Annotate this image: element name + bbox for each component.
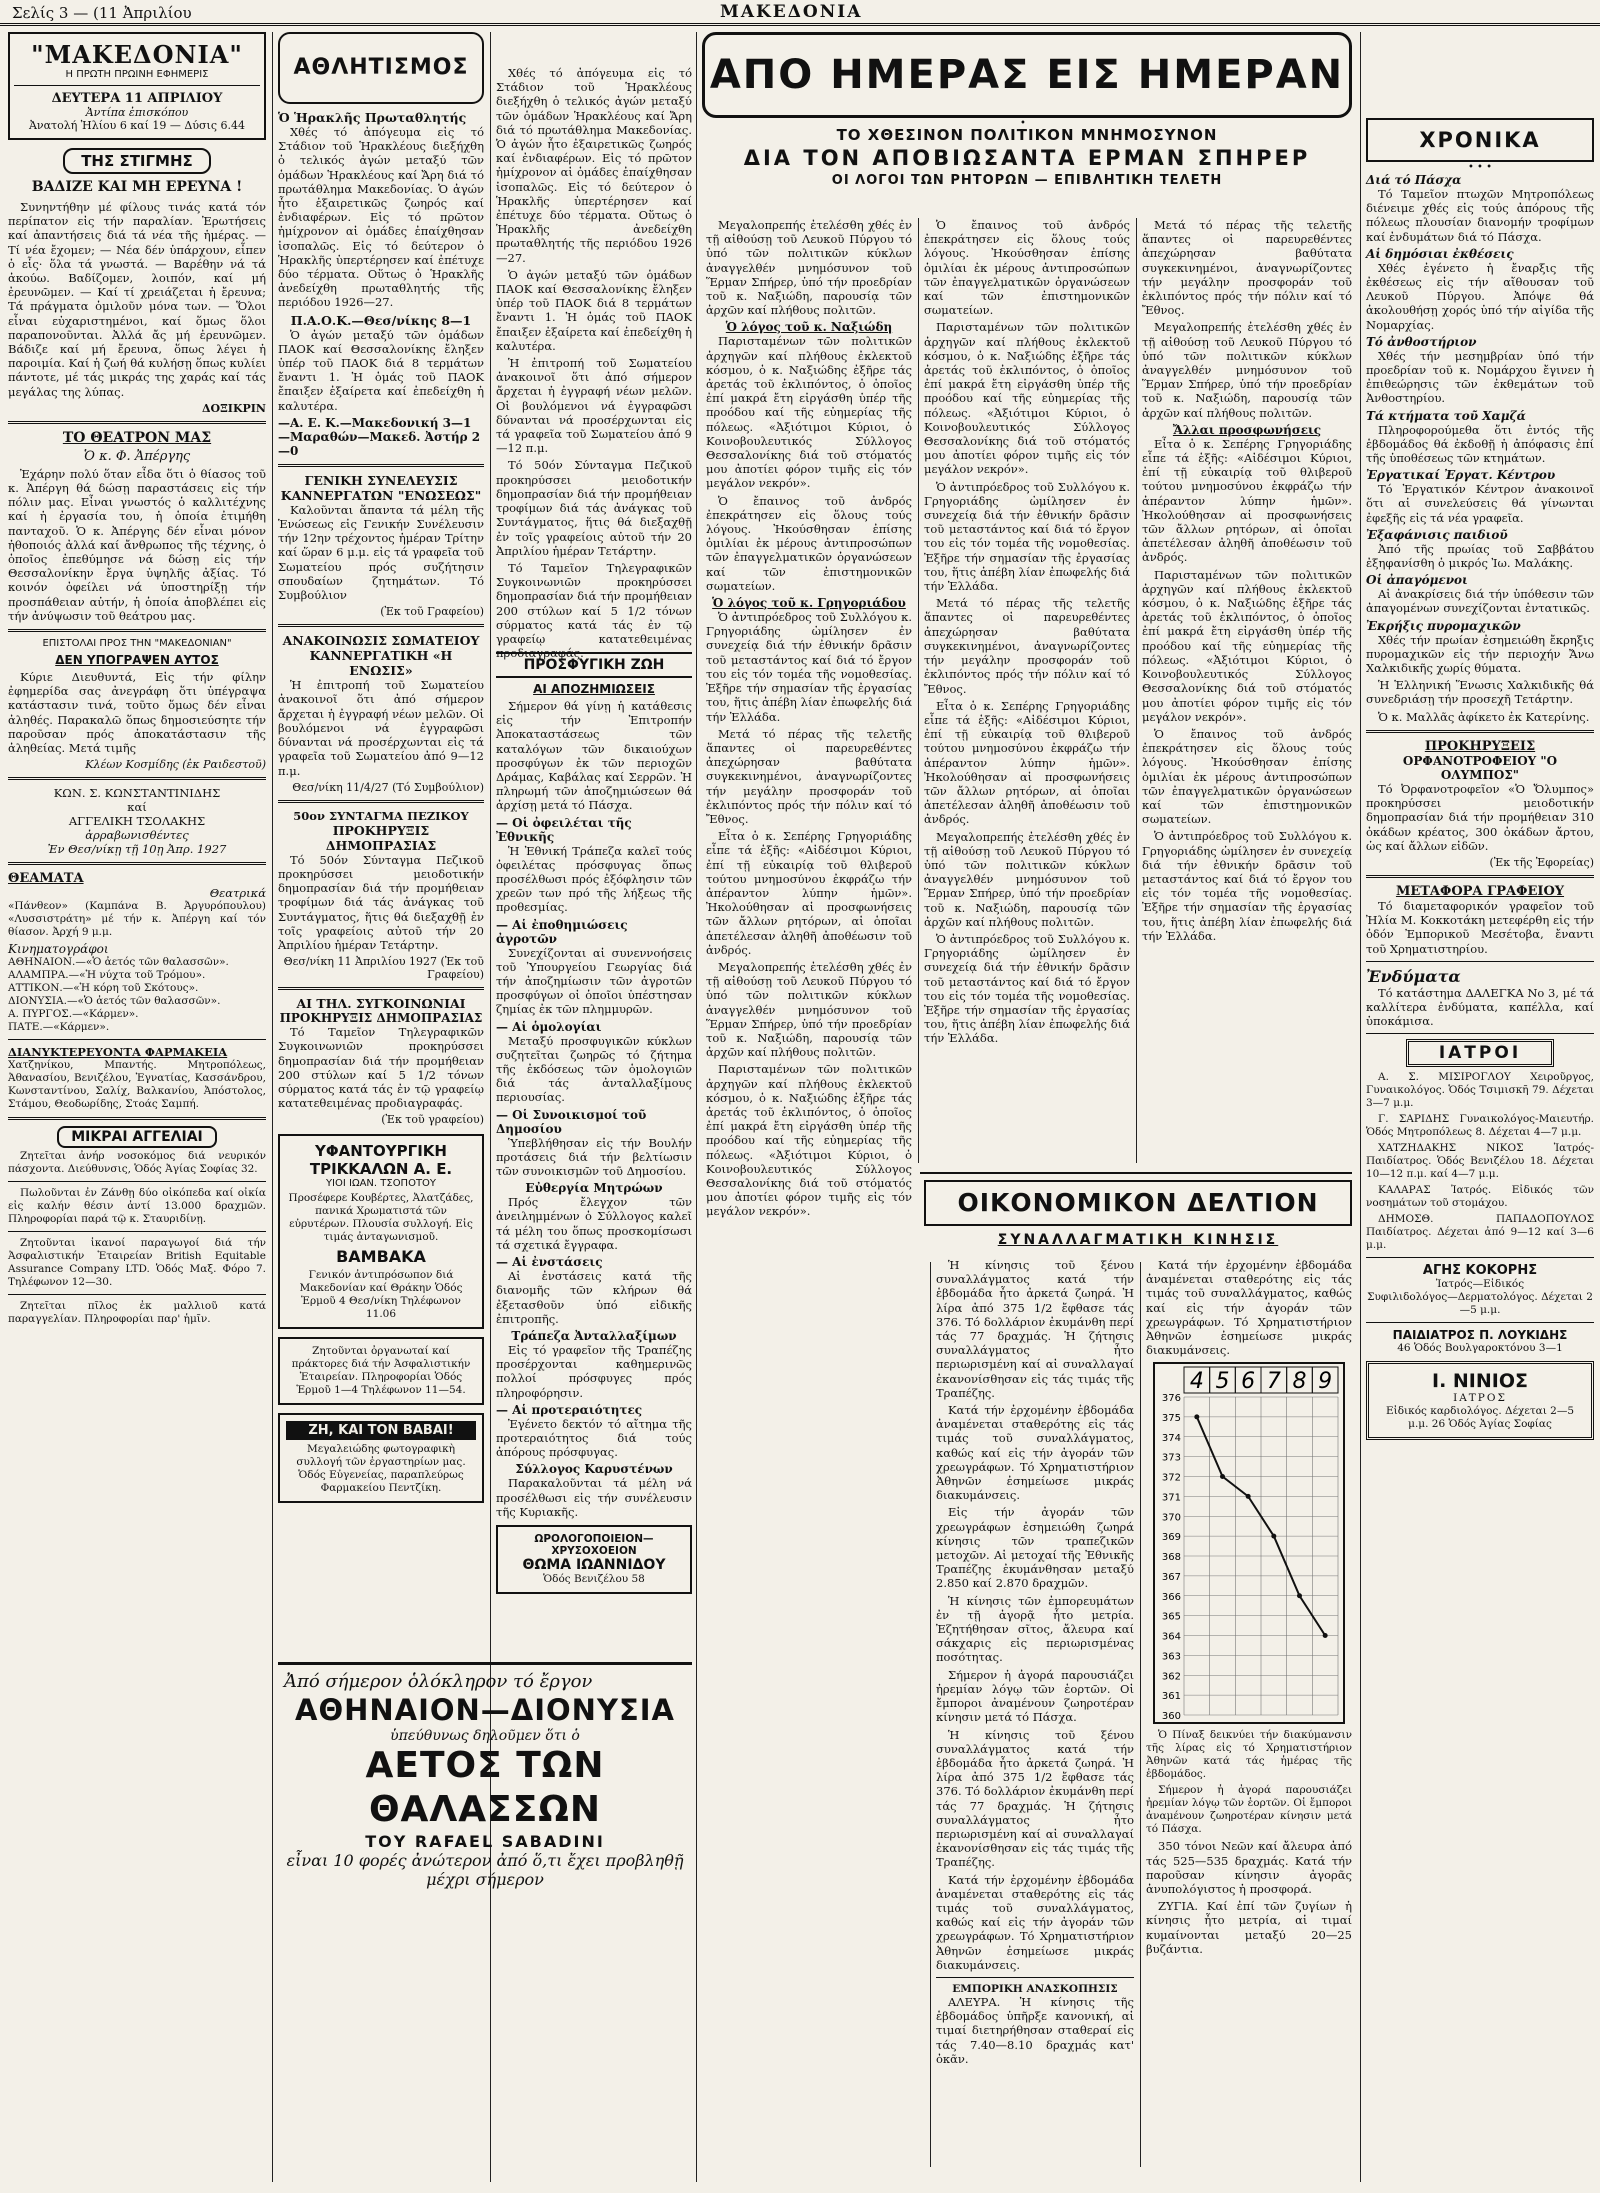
section-title: ΜΙΚΡΑΙ ΑΓΓΕΛΙΑΙ <box>57 1126 217 1148</box>
match-result: —Α. Ε. Κ.—Μακεδονική 3—1 <box>278 415 472 430</box>
article-body: Ὁ ἀγών μεταξύ τῶν ὁμάδων ΠΑΟΚ καί Θεσσαλονίκης ἔληξεν ὑπέρ τοῦ ΠΑΟΚ διά 8 τερμάτων ἔναντι 1. Ἡ ὁμάς τοῦ ΠΑΟΚ ἔπαιξεν ἐξαίρετα καί ἐπεδείχθη ἡ καλυτέρα. <box>278 327 484 413</box>
article-body: Εἶτα ὁ κ. Σεπέρης Γρηγοριάδης εἶπε τά ἑξῆς: «Αἰδέσιμοι Κύριοι, ἐπί τῇ εὐκαιρίᾳ τοῦ θλιβεροῦ τούτου μνημοσύνου ἐκφράζω τήν ἀπέραντον λύπην ἡμῶν». Ἠκολούθησαν αἱ προσφωνήσεις τῶν ἄλλων ρητόρων, αἱ ὁποῖαι ἀπετέλεσαν ἀληθῆ ἀποθέωσιν τοῦ ἀνδρός. Παρισταμένων τῶν πολιτικῶν ἀρχηγῶν καί πλήθους ἐκλεκτοῦ κόσμου, ὁ κ. Ναξιώδης ἐξῆρε τάς ἀρετάς τοῦ ἐκλιπόντος, ὁ ὁποῖος ἐπί μακρά ἔτη εἰργάσθη ὑπέρ τῆς προόδου καί τῆς εὐημερίας τῆς πόλεως. «Ἀξιότιμοι Κύριοι, ὁ Κοινοβουλευτικός Σύλλογος Θεσσαλονίκης διά τοῦ στόματός μου ἀποτίει φόρον τιμῆς εἰς τόν μεγάλον νεκρόν». Ὁ ἔπαινος τοῦ ἀνδρός ἐπεκράτησεν εἰς ὅλους τούς λόγους. Ἠκούσθησαν ἐπίσης ὁμιλίαι ἐκ μέρους ἀντιπροσώπων τῶν ἐπαγγελματικῶν ὀργανώσεων καί τῶν ἐπιστημονικῶν σωματείων. Ὁ ἀντιπρόεδρος τοῦ Συλλόγου κ. Γρηγοριάδης ὡμίλησεν ἐν συνεχείᾳ διά τήν ἐθνικήν δρᾶσιν τοῦ μεταστάντος καί διά τό ἔργον του εἰς τόν τομέα τῆς νομοθεσίας. Ἐξῆρε τήν σημασίαν τῆς ἐργασίας του, ἥτις ἀπέβη λίαν ἐπωφελής διά τήν Ἑλλάδα. <box>1142 436 1352 943</box>
exchange-rate-chart <box>1154 1363 1344 1723</box>
subheading: Τά κτήματα τοῦ Χαμζά <box>1366 408 1526 423</box>
subheading: ΕΜΠΟΡΙΚΗ ΑΝΑΣΚΟΠΗΣΙΣ <box>952 1982 1118 1995</box>
notice-body: Καλοῦνται ἅπαντα τά μέλη τῆς Ἑνώσεως εἰς Γενικήν Συνέλευσιν τήν 12ην τρέχοντος ἡμέραν Τρίτην καί ὥραν 6 μ.μ. εἰς τά γραφεῖα τοῦ Σωματείου πρός συζήτησιν σπουδαίων ζητημάτων. Τό Συμβούλιον <box>278 502 484 603</box>
article-body: Πρός ἔλεγχον τῶν ἀνειλημμένων ὁ Σύλλογος καλεῖ τά μέλη του ὅπως προσκομίσωσι τά σχετικά ἔγγραφα. <box>496 1195 692 1252</box>
column-sports-continued <box>496 32 692 661</box>
masthead-subtitle: Η ΠΡΩΤΗ ΠΡΩΙΝΗ ΕΦΗΜΕΡΙΣ <box>65 69 209 80</box>
article-lead: Ὁ κ. Φ. Ἀπέργης <box>83 448 191 464</box>
subheading: — Αἱ προτεραιότητες <box>496 1402 643 1417</box>
column-rule <box>930 1262 931 2167</box>
classified-ad: Ζητεῖται πῖλος ἐκ μαλλιοῦ κατά παραγγελίαν. Πληροφορίαι παρ' ἡμῖν. <box>8 1300 266 1326</box>
column-rule <box>696 32 697 2182</box>
chart-tick-label: 369 <box>1161 1532 1181 1544</box>
newspaper-page: Σελίς 3 — (11 Ἀπριλίου ΜΑΚΕΔΟΝΙΑ "ΜΑΚΕΔΟΝΙΑ" Η ΠΡΩΤΗ ΠΡΩΙΝΗ ΕΦΗΜΕΡΙΣ ΔΕΥΤΕΡΑ 11 ΑΠΡΙΛΙΟΥ Ἀντίπα ἐπισκόπου Ἀνατολή Ἡλίου 6 καί 19 — Δύσις 6.44 ΤΗΣ ΣΤΙΓΜΗΣ ΒΑΔΙΖΕ ΚΑΙ ΜΗ ΕΡΕΥΝΑ ! Συνηντήθην μέ φίλους τινάς κατά τόν περίπατον εἰς τήν παραλίαν. Ἐρωτήσεις καί ἀπαντήσεις διά τά νέα τῆς ἡμέρας. — Τί νέα ἔχομεν; — Νέα δέν ὑπάρχουν, εἶπεν ὁ εἷς· ὅλα τά γνωστά. — Βαρέθην νά τά ἀκούω. Βαδίζομεν, λοιπόν, καί μή ἐρευνῶμεν. — Καί τί χρειάζεται ἡ ἔρευνα; Τά πράγματα ὁμιλοῦν μόνα των. — Ὅλοι εἶναι εὐχαριστημένοι, καί ὅμως ὅλοι παραπονοῦνται. Ἀλλά ἄς μή ἐρευνῶμεν. Βάδιζε καί μή ἔρευνα, ὅπως λέγει ἡ παροιμία. Καί ἡ ζωή θά κυλήσῃ ὅπως κυλίει πάντοτε, μέ τάς μικράς της χαράς καί τάς μεγάλας της λύπας. ΔΟΞΙΚΡΙΝ ΤΟ ΘΕΑΤΡΟΝ ΜΑΣ Ὁ κ. Φ. Ἀπέργης Ἐχάρην πολύ ὅταν εἶδα ὅτι ὁ θίασος τοῦ κ. Ἀπέργη θά δώσῃ παραστάσεις εἰς τήν πόλιν μας. Εἶναι γνωστός ὁ καλλιτέχνης καί ἡ ἐργασία του, ἡ ὁποία ἐτιμήθη πανταχοῦ. Ὁ κ. Ἀπέργης δέν εἶναι μόνον ἠθοποιός ἀλλά καί ἄνθρωπος τῆς τέχνης, ὁ ὁποῖος ἐπεθύμησε νά δώσῃ εἰς τήν Θεσσαλονίκην ἔργα ὑψηλῆς ἀξίας. Τό κοινόν ὀφείλει νά ὑποστηρίξῃ τήν προσπάθειαν αὐτήν, ἡ ὁποία ἀποβλέπει εἰς τήν ἀνύψωσιν τοῦ θεάτρου μας. ΕΠΙΣΤΟΛΑΙ ΠΡΟΣ ΤΗΝ "ΜΑΚΕΔΟΝΙΑΝ" ΔΕΝ ΥΠΟΓΡΑΨΕΝ ΑΥΤΟΣ Κύριε Διευθυντά, Εἰς τήν φίλην ἐφημερίδα σας ἀνεγράφη ὅτι ὑπέγραψα κατάστασιν τινά, τοῦτο ὅμως δέν εἶναι ἀληθές. Παρακαλῶ ὅπως δημοσιεύσητε τήν παροῦσαν πρός ἀποκατάστασιν τῆς ἀληθείας. Μετά τιμῆς Κλέων Κοσμίδης (ἐκ Ραιδεστοῦ) ΚΩΝ. Σ. ΚΩΝΣΤΑΝΤΙΝΙΔΗΣ καί ΑΓΓΕΛΙΚΗ ΤΣΟΛΑΚΗΣ ἀρραβωνισθέντες Ἐν Θεσ/νίκῃ τῇ 10ῃ Ἀπρ. 1927 ΘΕΑΜΑΤΑ Θεατρικά «Πάνθεον» (Καμπάνα Β. Ἀργυρόπουλου) «Λυσσιστράτη» μέ τήν κ. Ἀπέργη καί τόν θίασον. Ἀρχή 9 μ.μ. Κινηματογράφοι ΑΘΗΝΑΙΟΝ.—«Ὁ ἀετός τῶν θαλασσῶν». ΑΛΑΜΠΡΑ.—«Ἡ νύχτα τοῦ Τρόμου». ΑΤΤΙΚΟΝ.—«Ἡ κόρη τοῦ Σκότους». ΔΙΟΝΥΣΙΑ.—«Ὁ ἀετός τῶν θαλασσῶν». Α. ΠΥΡΓΟΣ.—«Κάρμεν». ΠΑΤΕ.—«Κάρμεν». ΔΙΑΝΥΚΤΕΡΕΥΟΝΤΑ ΦΑΡΜΑΚΕΙΑ Χατζηνίκου, Μπαντής. Μητροπόλεως, Ἀθανασίου, Βενιζέλου, Ἐγνατίας, Κασσάνδρου, Κωνσταντίνου, Σαλίχ, Βαλκανίου, Ἀπόστολος, Στάμου, Θεοδωρίδης, Στοάς Σαμπή. ΜΙΚΡΑΙ ΑΓΓΕΛΙΑΙ Ζητεῖται ἀνήρ νοσοκόμος διά νευρικόν πάσχοντα. Διεύθυνσις, Ὁδός Ἀγίας Σοφίας 32. Πωλοῦνται ἐν Ζάνθῃ δύο οἰκόπεδα καί οἰκία εἰς καλήν θέσιν ἀντί 13.000 δραχμῶν. Πληροφορίαι παρά τῷ κ. Σταυριδίνῃ. Ζητοῦνται ἱκανοί παραγωγοί διά τήν Ἀσφαλιστικήν Ἑταιρείαν British Equitable Assurance Company LTD. Ὁδός Μαξ. Φόρο 7. Τηλέφωνον 12—30. Ζητεῖται πῖλος ἐκ μαλλιοῦ κατά παραγγελίαν. Πληροφορίαι παρ' ἡμῖν. ΑΘΛΗΤΙΣΜΟΣ Ὁ Ἡρακλῆς Πρωταθλητής Χθές τό ἀπόγευμα εἰς τό Στάδιον τοῦ Ἡρακλέους διεξήχθη ὁ τελικός ἀγών μεταξύ τῶν ὁμάδων Ἡρακλέους καί Ἄρη διά τό πρωτάθλημα Μακεδονίας. Ὁ ἀγών ἦτο ἐξαιρετικῶς ζωηρός καί ἐνδιαφέρων. Εἰς τό πρῶτον ἡμίχρονον αἱ ὁμάδες ἐπαίχθησαν ἰσοπαλῶς. Εἰς τό δεύτερον ὁ Ἡρακλῆς ὑπερτέρησεν καί ἐπέτυχε δύο τέρματα. Οὕτως ὁ Ἡρακλῆς ἀνεδείχθη πρωταθλητής τῆς περιόδου 1926—27. Π.Α.Ο.Κ.—Θεσ/νίκης 8—1 Ὁ ἀγών μεταξύ τῶν ὁμάδων ΠΑΟΚ καί Θεσσαλονίκης ἔληξεν ὑπέρ τοῦ ΠΑΟΚ διά 8 τερμάτων ἔναντι 1. Ἡ ὁμάς τοῦ ΠΑΟΚ ἔπαιξεν ἐξαίρετα καί ἐπεδείχθη ἡ καλυτέρα. —Α. Ε. Κ.—Μακεδονική 3—1 —Μαραθών—Μακεδ. Ἀστήρ 2—0 ΓΕΝΙΚΗ ΣΥΝΕΛΕΥΣΙΣ ΚΑΝΝΕΡΓΑΤΩΝ "ΕΝΩΣΕΩΣ" Καλοῦνται ἅπαντα τά μέλη τῆς Ἑνώσεως εἰς Γενικήν Συνέλευσιν τήν 12ην τρέχοντος ἡμέραν Τρίτην καί ὥραν 6 μ.μ. εἰς τά γραφεῖα τοῦ Σωματείου πρός συζήτησιν σπουδαίων ζητημάτων. Τό Συμβούλιον (Ἐκ τοῦ Γραφείου) ΑΝΑΚΟΙΝΩΣΙΣ ΣΩΜΑΤΕΙΟΥ ΚΑΝΝΕΡΓΑΤΙΚΗ «Η ΕΝΩΣΙΣ» Ἡ ἐπιτροπή τοῦ Σωματείου ἀνακοινοῖ ὅτι ἀπό σήμερον ἄρχεται ἡ ἐγγραφή νέων μελῶν. Οἱ βουλόμενοι νά ἐγγραφῶσι δύνανται νά προσέρχωνται εἰς τά γραφεῖα τοῦ Σωματείου ἀπό 9—12 π.μ. Θεσ/νίκη 11/4/27 (Τό Συμβούλιον) 50ον ΣΥΝΤΑΓΜΑ ΠΕΖΙΚΟΥ ΠΡΟΚΗΡΥΞΙΣ ΔΗΜΟΠΡΑΣΙΑΣ Τό 50όν Σύνταγμα Πεζικοῦ προκηρύσσει μειοδοτικήν δημοπρασίαν διά τήν προμήθειαν τροφίμων διά τάς ἀνάγκας τοῦ Συντάγματος, ἥτις θά διεξαχθῇ ἐν τοῖς γραφείοις αὐτοῦ τήν 20 Ἀπριλίου ἡμέραν Τετάρτην. Θεσ/νίκη 11 Ἀπριλίου 1927 (Ἐκ τοῦ Γραφείου) ΑΙ ΤΗΛ. ΣΥΓΚΟΙΝΩΝΙΑΙ ΠΡΟΚΗΡΥΞΙΣ ΔΗΜΟΠΡΑΣΙΑΣ Τό Ταμεῖον Τηλεγραφικῶν Συγκοινωνιῶν προκηρύσσει δημοπρασίαν διά τήν προμήθειαν 200 στύλων καί 5 1/2 τόνων σύρματος κατά τάς ἐν τῷ γραφείῳ κατατεθειμένας προδιαγραφάς. (Ἐκ τοῦ γραφείου) ΥΦΑΝΤΟΥΡΓΙΚΗ ΤΡΙΚΚΑΛΩΝ Α. Ε. ΥΙΟΙ ΙΩΑΝ. ΤΣΟΠΟΤΟΥ Προσέφερε Κουβέρτες, Ἀλατζάδες, πανικά Χρωματιστά τῶν εὐρυτέρων. Πλουσία συλλογή. Εἰς τιμάς ἀνταγωνισμοῦ. ΒΑΜΒΑΚΑ Γενικόν ἀντιπρόσωπον διά Μακεδονίαν καί Θράκην Ὁδός Ἑρμοῦ 4 Θεσ/νίκη Τηλέφωνον 11.06 Ζητοῦνται ὀργανωταί καί πράκτορες διά τήν Ἀσφαλιστικήν Ἑταιρείαν. Πληροφορίαι Ὁδός Ἑρμοῦ 1—4 Τηλέφωνον 11—54. ΖΗ, ΚΑΙ ΤΟΝ ΒΑΒΑΙ! Μεγαλειώδης φωτογραφικὴ συλλογή τῶν ἐργαστηρίων μας. Ὁδός Εὐγενείας, παραπλεύρως Φαρμακείου Πεντζίκη. ΠΡΟΣΦΥΓΙΚΗ ΖΩΗ ΑΙ ΑΠΟΖΗΜΙΩΣΕΙΣ Σήμερον θά γίνῃ ἡ κατάθεσις εἰς τήν Ἐπιτροπήν Ἀποκαταστάσεως τῶν καταλόγων τῶν δικαιούχων προσφύγων ἐκ τῶν περιοχῶν Δράμας, Καβάλας καί Σερρῶν. Ἡ πληρωμή τῶν ἀποζημιώσεων θά ἀρχίσῃ μετά τό Πάσχα. — Οἱ ὀφειλέται τῆς Ἐθνικῆς Ἡ Ἐθνική Τράπεζα καλεῖ τούς ὀφειλέτας πρόσφυγας ὅπως προσέλθωσι πρός ἐξόφλησιν τῶν χρεῶν των πρό τῆς λήξεως τῆς προθεσμίας. — Αἱ ἐποθημιώσεις ἀγροτῶν Συνεχίζονται αἱ συνεννοήσεις τοῦ Ὑπουργείου Γεωργίας διά τήν ἀποζημίωσιν τῶν ἀγροτῶν προσφύγων οἱ ὁποῖοι ὑπέστησαν ζημίας ἐκ τῶν πλημμυρῶν. — Αἱ ὁμολογίαι Μεταξύ προσφυγικῶν κύκλων συζητεῖται ζωηρῶς τό ζήτημα τῆς ἐκδόσεως τῶν ὁμολογιῶν διά τάς ἀνταλλαξίμους περιουσίας. — Οἱ Συνοικισμοί τοῦ Δημοσίου Ὑπεβλήθησαν εἰς τήν Βουλήν προτάσεις διά τήν βελτίωσιν τῶν συνοικισμῶν τοῦ Δημοσίου. Εὐθεργία Μητρώων Πρός ἔλεγχον τῶν ἀνειλημμένων ὁ Σύλλογος καλεῖ τά μέλη του ὅπως προσκομίσωσι τά σχετικά ἔγγραφα. — Αἱ ἐνστάσεις Αἱ ἐνστάσεις κατά τῆς διανομῆς τῶν κλήρων θά ἐξετασθοῦν ὑπό εἰδικῆς ἐπιτροπῆς. Τράπεζα Ἀνταλλαξίμων Εἰς τό γραφεῖον τῆς Τραπέζης προσέρχονται καθημερινῶς πολλοί πρόσφυγες πρός πληροφόρησιν. — Αἱ προτεραιότητες Ἐγένετο δεκτόν τό αἴτημα τῆς προτεραιότητος διά τούς ἀπόρους πρόσφυγας. Σύλλογος Καρυστένων Παρακαλοῦνται τά μέλη νά προσέλθωσι εἰς τήν συνέλευσιν τῆς Κυριακῆς. ΩΡΟΛΟΓΟΠΟΙΕΙΟΝ—ΧΡΥΣΟΧΟΕΙΟΝ ΘΩΜΑ ΙΩΑΝΝΙΔΟΥ Ὁδός Βενιζέλου 58 Χθές τό ἀπόγευμα εἰς τό Στάδιον τοῦ Ἡρακλέους διεξήχθη ὁ τελικός ἀγών μεταξύ τῶν ὁμάδων Ἡρακλέους καί Ἄρη διά τό πρωτάθλημα Μακεδονίας. Ὁ ἀγών ἦτο ἐξαιρετικῶς ζωηρός καί ἐνδιαφέρων. Εἰς τό πρῶτον ἡμίχρονον αἱ ὁμάδες ἐπαίχθησαν ἰσοπαλῶς. Εἰς τό δεύτερον ὁ Ἡρακλῆς ὑπερτέρησεν καί ἐπέτυχε δύο τέρματα. Οὕτως ὁ Ἡρακλῆς ἀνεδείχθη πρωταθλητής τῆς περιόδου 1926—27. Ὁ ἀγών μεταξύ τῶν ὁμάδων ΠΑΟΚ καί Θεσσαλονίκης ἔληξεν ὑπέρ τοῦ ΠΑΟΚ διά 8 τερμάτων ἔναντι 1. Ἡ ὁμάς τοῦ ΠΑΟΚ ἔπαιξεν ἐξαίρετα καί ἐπεδείχθη ἡ καλυτέρα. Ἡ ἐπιτροπή τοῦ Σωματείου ἀνακοινοῖ ὅτι ἀπό σήμερον ἄρχεται ἡ ἐγγραφή νέων μελῶν. Οἱ βουλόμενοι νά ἐγγραφῶσι δύνανται νά προσέρχωνται εἰς τά γραφεῖα τοῦ Σωματείου ἀπό 9—12 π.μ. Τό 50όν Σύνταγμα Πεζικοῦ προκηρύσσει μειοδοτικήν δημοπρασίαν διά τήν προμήθειαν τροφίμων διά τάς ἀνάγκας τοῦ Συντάγματος, ἥτις θά διεξαχθῇ ἐν τοῖς γραφείοις αὐτοῦ τήν 20 Ἀπριλίου ἡμέραν Τετάρτην. Τό Ταμεῖον Τηλεγραφικῶν Συγκοινωνιῶν προκηρύσσει δημοπρασίαν διά τήν προμήθειαν 200 στύλων καί 5 1/2 τόνων σύρματος κατά τάς ἐν τῷ γραφείῳ κατατεθειμένας προδιαγραφάς. Ἀπό σήμερον ὁλόκληρον τό ἔργον ΑΘΗΝΑΙΟΝ—ΔΙΟΝΥΣΙΑ ὑπεύθυνως δηλοῦμεν ὅτι ὁ ΑΕΤΟΣ ΤΩΝ ΘΑΛΑΣΣΩΝ ΤΟΥ RAFAEL SABADINI εἶναι 10 φορές ἀνώτερον ἀπό ὅ,τι ἔχει προβληθῇ μέχρι σήμερον ΑΠΟ ΗΜΕΡΑΣ ΕΙΣ ΗΜΕΡΑΝ • ΤΟ ΧΘΕΣΙΝΟΝ ΠΟΛΙΤΙΚΟΝ ΜΝΗΜΟΣΥΝΟΝ ΔΙΑ ΤΟΝ ΑΠΟΒΙΩΣΑΝΤΑ ΕΡΜΑΝ ΣΠΗΡΕΡ ΟΙ ΛΟΓΟΙ ΤΩΝ ΡΗΤΟΡΩΝ — ΕΠΙΒΛΗΤΙΚΗ ΤΕΛΕΤΗ Μεγαλοπρεπής ἐτελέσθη χθές ἐν τῇ αἰθούσῃ τοῦ Λευκοῦ Πύργου τό ὑπό τῶν πολιτικῶν κύκλων ἀναγγελθέν μνημόσυνον τοῦ Ἕρμαν Σπήρερ, ὑπό τήν προεδρίαν τοῦ κ. Ναξιώδη, παρουσίᾳ τῶν ἀρχῶν καί πλήθους πολιτῶν. Ὁ λόγος τοῦ κ. Ναξιώδη Παρισταμένων τῶν πολιτικῶν ἀρχηγῶν καί πλήθους ἐκλεκτοῦ κόσμου, ὁ κ. Ναξιώδης ἐξῆρε τάς ἀρετάς τοῦ ἐκλιπόντος, ὁ ὁποῖος ἐπί μακρά ἔτη εἰργάσθη ὑπέρ τῆς προόδου καί τῆς εὐημερίας τῆς πόλεως. «Ἀξιότιμοι Κύριοι, ὁ Κοινοβουλευτικός Σύλλογος Θεσσαλονίκης διά τοῦ στόματός μου ἀποτίει φόρον τιμῆς εἰς τόν μεγάλον νεκρόν». Ὁ ἔπαινος τοῦ ἀνδρός ἐπεκράτησεν εἰς ὅλους τούς λόγους. Ἠκούσθησαν ἐπίσης ὁμιλίαι ἐκ μέρους ἀντιπροσώπων τῶν ἐπαγγελματικῶν ὀργανώσεων καί τῶν ἐπιστημονικῶν σωματείων. Ὁ λόγος τοῦ κ. Γρηγοριάδου Ὁ ἀντιπρόεδρος τοῦ Συλλόγου κ. Γρηγοριάδης ὡμίλησεν ἐν συνεχείᾳ διά τήν ἐθνικήν δρᾶσιν τοῦ μεταστάντος καί διά τό ἔργον του εἰς τόν τομέα τῆς νομοθεσίας. Ἐξῆρε τήν σημασίαν τῆς ἐργασίας του, ἥτις ἀπέβη λίαν ἐπωφελής διά τήν Ἑλλάδα. Μετά τό πέρας τῆς τελετῆς ἅπαντες οἱ παρευρεθέντες ἀπεχώρησαν βαθύτατα συγκεκινημένοι, ἀναγνωρίζοντες τήν μεγάλην προσφοράν τοῦ ἐκλιπόντος πρός τήν πόλιν καί τό Ἔθνος. Εἶτα ὁ κ. Σεπέρης Γρηγοριάδης εἶπε τά ἑξῆς: «Αἰδέσιμοι Κύριοι, ἐπί τῇ εὐκαιρίᾳ τοῦ θλιβεροῦ τούτου μνημοσύνου ἐκφράζω τήν ἀπέραντον λύπην ἡμῶν». Ἠκολούθησαν αἱ προσφωνήσεις τῶν ἄλλων ρητόρων, αἱ ὁποῖαι ἀπετέλεσαν ἀληθῆ ἀποθέωσιν τοῦ ἀνδρός. Μεγαλοπρεπής ἐτελέσθη χθές ἐν τῇ αἰθούσῃ τοῦ Λευκοῦ Πύργου τό ὑπό τῶν πολιτικῶν κύκλων ἀναγγελθέν μνημόσυνον τοῦ Ἕρμαν Σπήρερ, ὑπό τήν προεδρίαν τοῦ κ. Ναξιώδη, παρουσίᾳ τῶν ἀρχῶν καί πλήθους πολιτῶν. Παρισταμένων τῶν πολιτικῶν ἀρχηγῶν καί πλήθους ἐκλεκτοῦ κόσμου, ὁ κ. Ναξιώδης ἐξῆρε τάς ἀρετάς τοῦ ἐκλιπόντος, ὁ ὁποῖος ἐπί μακρά ἔτη εἰργάσθη ὑπέρ τῆς προόδου καί τῆς εὐημερίας τῆς πόλεως. «Ἀξιότιμοι Κύριοι, ὁ Κοινοβουλευτικός Σύλλογος Θεσσαλονίκης διά τοῦ στόματός μου ἀποτίει φόρον τιμῆς εἰς τόν μεγάλον νεκρόν». Ὁ ἔπαινος τοῦ ἀνδρός ἐπεκράτησεν εἰς ὅλους τούς λόγους. Ἠκούσθησαν ἐπίσης ὁμιλίαι ἐκ μέρους ἀντιπροσώπων τῶν ἐπαγγελματικῶν ὀργανώσεων καί τῶν ἐπιστημονικῶν σωματείων. Παρισταμένων τῶν πολιτικῶν ἀρχηγῶν καί πλήθους ἐκλεκτοῦ κόσμου, ὁ κ. Ναξιώδης ἐξῆρε τάς ἀρετάς τοῦ ἐκλιπόντος, ὁ ὁποῖος ἐπί μακρά ἔτη εἰργάσθη ὑπέρ τῆς προόδου καί τῆς εὐημερίας τῆς πόλεως. «Ἀξιότιμοι Κύριοι, ὁ Κοινοβουλευτικός Σύλλογος Θεσσαλονίκης διά τοῦ στόματός μου ἀποτίει φόρον τιμῆς εἰς τόν μεγάλον νεκρόν». Ὁ ἀντιπρόεδρος τοῦ Συλλόγου κ. Γρηγοριάδης ὡμίλησεν ἐν συνεχείᾳ διά τήν ἐθνικήν δρᾶσιν τοῦ μεταστάντος καί διά τό ἔργον του εἰς τόν τομέα τῆς νομοθεσίας. Ἐξῆρε τήν σημασίαν τῆς ἐργασίας του, ἥτις ἀπέβη λίαν ἐπωφελής διά τήν Ἑλλάδα. Μετά τό πέρας τῆς τελετῆς ἅπαντες οἱ παρευρεθέντες ἀπεχώρησαν βαθύτατα συγκεκινημένοι, ἀναγνωρίζοντες τήν μεγάλην προσφοράν τοῦ ἐκλιπόντος πρός τήν πόλιν καί τό Ἔθνος. Εἶτα ὁ κ. Σεπέρης Γρηγοριάδης εἶπε τά ἑξῆς: «Αἰδέσιμοι Κύριοι, ἐπί τῇ εὐκαιρίᾳ τοῦ θλιβεροῦ τούτου μνημοσύνου ἐκφράζω τήν ἀπέραντον λύπην ἡμῶν». Ἠκολούθησαν αἱ προσφωνήσεις τῶν ἄλλων ρητόρων, αἱ ὁποῖαι ἀπετέλεσαν ἀληθῆ ἀποθέωσιν τοῦ ἀνδρός. Μεγαλοπρεπής ἐτελέσθη χθές ἐν τῇ αἰθούσῃ τοῦ Λευκοῦ Πύργου τό ὑπό τῶν πολιτικῶν κύκλων ἀναγγελθέν μνημόσυνον τοῦ Ἕρμαν Σπήρερ, ὑπό τήν προεδρίαν τοῦ κ. Ναξιώδη, παρουσίᾳ τῶν ἀρχῶν καί πλήθους πολιτῶν. Ὁ ἀντιπρόεδρος τοῦ Συλλόγου κ. Γρηγοριάδης ὡμίλησεν ἐν συνεχείᾳ διά τήν ἐθνικήν δρᾶσιν τοῦ μεταστάντος καί διά τό ἔργον του εἰς τόν τομέα τῆς νομοθεσίας. Ἐξῆρε τήν σημασίαν τῆς ἐργασίας του, ἥτις ἀπέβη λίαν ἐπωφελής διά τήν Ἑλλάδα. Μετά τό πέρας τῆς τελετῆς ἅπαντες οἱ παρευρεθέντες ἀπεχώρησαν βαθύτατα συγκεκινημένοι, ἀναγνωρίζοντες τήν μεγάλην προσφοράν τοῦ ἐκλιπόντος πρός τήν πόλιν καί τό Ἔθνος. Μεγαλοπρεπής ἐτελέσθη χθές ἐν τῇ αἰθούσῃ τοῦ Λευκοῦ Πύργου τό ὑπό τῶν πολιτικῶν κύκλων ἀναγγελθέν μνημόσυνον τοῦ Ἕρμαν Σπήρερ, ὑπό τήν προεδρίαν τοῦ κ. Ναξιώδη, παρουσίᾳ τῶν ἀρχῶν καί πλήθους πολιτῶν. Ἄλλαι προσφωνήσεις Εἶτα ὁ κ. Σεπέρης Γρηγοριάδης εἶπε τά ἑξῆς: «Αἰδέσιμοι Κύριοι, ἐπί τῇ εὐκαιρίᾳ τοῦ θλιβεροῦ τούτου μνημοσύνου ἐκφράζω τήν ἀπέραντον λύπην ἡμῶν». Ἠκολούθησαν αἱ προσφωνήσεις τῶν ἄλλων ρητόρων, αἱ ὁποῖαι ἀπετέλεσαν ἀληθῆ ἀποθέωσιν τοῦ ἀνδρός. Παρισταμένων τῶν πολιτικῶν ἀρχηγῶν καί πλήθους ἐκλεκτοῦ κόσμου, ὁ κ. Ναξιώδης ἐξῆρε τάς ἀρετάς τοῦ ἐκλιπόντος, ὁ ὁποῖος ἐπί μακρά ἔτη εἰργάσθη ὑπέρ τῆς προόδου καί τῆς εὐημερίας τῆς πόλεως. «Ἀξιότιμοι Κύριοι, ὁ Κοινοβουλευτικός Σύλλογος Θεσσαλονίκης διά τοῦ στόματός μου ἀποτίει φόρον τιμῆς εἰς τόν μεγάλον νεκρόν». Ὁ ἔπαινος τοῦ ἀνδρός ἐπεκράτησεν εἰς ὅλους τούς λόγους. Ἠκούσθησαν ἐπίσης ὁμιλίαι ἐκ μέρους ἀντιπροσώπων τῶν ἐπαγγελματικῶν ὀργανώσεων καί τῶν ἐπιστημονικῶν σωματείων. Ὁ ἀντιπρόεδρος τοῦ Συλλόγου κ. Γρηγοριάδης ὡμίλησεν ἐν συνεχείᾳ διά τήν ἐθνικήν δρᾶσιν τοῦ μεταστάντος καί διά τό ἔργον του εἰς τόν τομέα τῆς νομοθεσίας. Ἐξῆρε τήν σημασίαν τῆς ἐργασίας του, ἥτις ἀπέβη λίαν ἐπωφελής διά τήν Ἑλλάδα. ΟΙΚΟΝΟΜΙΚΟΝ ΔΕΛΤΙΟΝ ΣΥΝΑΛΛΑΓΜΑΤΙΚΗ ΚΙΝΗΣΙΣ Ἡ κίνησις τοῦ ξένου συναλλάγματος κατά τήν ἑβδομάδα ἦτο ἀρκετά ζωηρά. Ἡ λίρα ἀπό 375 1/2 ἔφθασε τάς 376. Τό δολλάριον ἐκυμάνθη περί τάς 77 δραχμάς. Ἡ ζήτησις συναλλάγματος ἦτο περιωρισμένη καί αἱ συναλλαγαί ἐκανονίσθησαν εἰς τάς τιμάς τῆς Τραπέζης. Κατά τήν ἐρχομένην ἑβδομάδα ἀναμένεται σταθερότης εἰς τάς τιμάς τοῦ συναλλάγματος, καθώς καί εἰς τήν ἀγοράν τῶν χρεωγράφων. Τό Χρηματιστήριον Ἀθηνῶν ἐσημείωσε μικράς διακυμάνσεις. Εἰς τήν ἀγοράν τῶν χρεωγράφων ἐσημειώθη ζωηρά κίνησις τῶν τραπεζικῶν μετοχῶν. Αἱ μετοχαί τῆς Ἐθνικῆς Τραπέζης ἐκυμάνθησαν μεταξύ 2.850 καί 2.870 δραχμῶν. Ἡ κίνησις τῶν ἐμπορευμάτων ἐν τῇ ἀγορᾷ ἦτο μετρία. Ἐζητήθησαν σῖτος, ἄλευρα καί σάκχαρις εἰς περιωρισμένας ποσότητας. Σήμερον ἡ ἀγορά παρουσιάζει ἠρεμίαν λόγῳ τῶν ἑορτῶν. Οἱ ἔμποροι ἀναμένουν ζωηροτέραν κίνησιν μετά τό Πάσχα. Ἡ κίνησις τοῦ ξένου συναλλάγματος κατά τήν ἑβδομάδα ἦτο ἀρκετά ζωηρά. Ἡ λίρα ἀπό 375 1/2 ἔφθασε τάς 376. Τό δολλάριον ἐκυμάνθη περί τάς 77 δραχμάς. Ἡ ζήτησις συναλλάγματος ἦτο περιωρισμένη καί αἱ συναλλαγαί ἐκανονίσθησαν εἰς τάς τιμάς τῆς Τραπέζης. Κατά τήν ἐρχομένην ἑβδομάδα ἀναμένεται σταθερότης εἰς τάς τιμάς τοῦ συναλλάγματος, καθώς καί εἰς τήν ἀγοράν τῶν χρεωγράφων. Τό Χρηματιστήριον Ἀθηνῶν ἐσημείωσε μικράς διακυμάνσεις. ΕΜΠΟΡΙΚΗ ΑΝΑΣΚΟΠΗΣΙΣ ΑΛΕΥΡΑ. Ἡ κίνησις τῆς ἑβδομάδος ὑπῆρξε κανονική, αἱ τιμαί διετηρήθησαν σταθεραί εἰς τάς 7.40—8.10 δραχμάς κατ' ὀκᾶν. Κατά τήν ἐρχομένην ἑβδομάδα ἀναμένεται σταθερότης εἰς τάς τιμάς τοῦ συναλλάγματος, καθώς καί εἰς τήν ἀγοράν τῶν χρεωγράφων. Τό Χρηματιστήριον Ἀθηνῶν ἐσημείωσε μικράς διακυμάνσεις. 4 5 6 7 8 9 376 375 374 373 372 371 370 369 368 367 366 365 364 363 362 361 360 Ὁ Πίναξ δεικνύει τήν διακύμανσιν τῆς λίρας εἰς τό Χρηματιστήριον Ἀθηνῶν κατά τάς ἡμέρας τῆς ἑβδομάδος. Σήμερον ἡ ἀγορά παρουσιάζει ἠρεμίαν λόγῳ τῶν ἑορτῶν. Οἱ ἔμποροι ἀναμένουν ζωηροτέραν κίνησιν μετά τό Πάσχα. 350 τόνοι Νεῶν καί ἄλευρα ἀπό τάς 525—535 δραχμάς. Κατά τήν παροῦσαν κίνησιν ἀγορᾶς ἀνυπολόγιστος ἡ προσφορά. ΖΥΓΙΑ. Καί ἐπί τῶν ζυγίων ἡ κίνησις ἦτο μετρία, αἱ τιμαί κυμαίνονται μεταξύ 20—25 βυζάντια. ΧΡΟΝΙΚΑ • • • Διά τό Πάσχα Τό Ταμεῖον πτωχῶν Μητροπόλεως διένειμε χθές εἰς τούς ἀπόρους τῆς πόλεως πλουσίαν διανομήν τροφίμων καί ἐνδυμάτων διά τό Πάσχα. Αἱ δημόσιαι ἐκθέσεις Χθές ἐγένετο ἡ ἔναρξις τῆς ἐκθέσεως εἰς τήν αἴθουσαν τοῦ Λευκοῦ Πύργου. Ἀπόψε θά ἀκολουθήσῃ χορός ὑπό τήν αἰγίδα τῆς Νομαρχίας. Τό ἀνθοστήριον Χθές τήν μεσημβρίαν ὑπό τήν προεδρίαν τοῦ κ. Νομάρχου ἔγινεν ἡ ἐπιθεώρησις τῶν ἐκθεμάτων τοῦ Ἀνθοστηρίου. Τά κτήματα τοῦ Χαμζά Πληροφορούμεθα ὅτι ἐντός τῆς ἑβδομάδος θά ἐκδοθῇ ἡ ἀπόφασις ἐπί τῆς ὑποθέσεως τῶν κτημάτων. Ἐργατικαί Ἐργατ. Κέντρου Τό Ἐργατικόν Κέντρον ἀνακοινοῖ ὅτι αἱ συνελεύσεις θά γίνωνται ἐφεξῆς εἰς τά νέα γραφεῖα. Ἐξαφάνισις παιδιοῦ Ἀπό τῆς πρωίας τοῦ Σαββάτου ἐξηφανίσθη ὁ μικρός Ἰω. Μαλάκης. Οἱ ἀπαγόμενοι Αἱ ἀνακρίσεις διά τήν ὑπόθεσιν τῶν ἀπαγομένων συνεχίζονται ἐντατικῶς. Ἐκρήξις πυρομαχικῶν Χθές τήν πρωίαν ἐσημειώθη ἔκρηξις πυρομαχικῶν εἰς τήν περιοχήν Ἄνω Χαλκιδικῆς χωρίς θύματα. Ἡ Ἑλληνική Ἕνωσις Χαλκιδικῆς θά συνεδριάσῃ τήν προσεχῆ Τετάρτην. Ὁ κ. Μαλλᾶς ἀφίκετο ἐκ Κατερίνης. ΠΡΟΚΗΡΥΞΕΙΣ ΟΡΦΑΝΟΤΡΟΦΕΙΟΥ "Ο ΟΛΥΜΠΟΣ" Τό Ὀρφανοτροφεῖον «Ὁ Ὄλυμπος» προκηρύσσει μειοδοτικήν δημοπρασίαν διά τήν προμήθειαν 310 ὀκάδων κρέατος, 300 ὀκάδων ἄρτου, ὡς καί ἄλλων εἰδῶν. (Ἐκ τῆς Ἐφορείας) ΜΕΤΑΦΟΡΑ ΓΡΑΦΕΙΟΥ Τό διαμεταφορικόν γραφεῖον τοῦ Ἠλία Μ. Κοκκοτάκη μετεφέρθη εἰς τήν ὁδόν Ἐμπορικοῦ Μεσέτοβα, ἔναντι τοῦ Χρηματιστηρίου. Ἐνδύματα Τό κατάστημα ΔΑΛΕΓΚΑ Νο 3, μέ τά καλλίτερα ἐνδύματα, καπέλλα, καί ὑποκάμισα. ΙΑΤΡΟΙ Α. Σ. ΜΙΣΙΡΟΓΛΟΥ Χειροῦργος, Γυναικολόγος. Ὁδός Τσιμισκῆ 79. Δέχεται 3—7 μ.μ. Γ. ΣΑΡΙΔΗΣ Γυναικολόγος-Μαιευτήρ. Ὁδός Μητροπόλεως 8. Δέχεται 4—7 μ.μ. ΧΑΤΖΗΔΑΚΗΣ ΝΙΚΟΣ Ἰατρός-Παιδίατρος. Ὁδός Βενιζέλου 18. Δέχεται 10—12 π.μ. καί 4—7 μ.μ. ΚΑΛΑΡΑΣ Ἰατρός. Εἰδικός τῶν νοσημάτων τοῦ στομάχου. ΔΗΜΟΣΘ. ΠΑΠΑΔΟΠΟΥΛΟΣ Παιδίατρος. Δέχεται ἀπό 9—12 καί 3—6 μ.μ. ΑΓΗΣ ΚΟΚΟΡΗΣ Ἰατρός—Εἰδικός Συφιλιδολόγος—Δερματολόγος. Δέχεται 2—5 μ.μ. ΠΑΙΔΙΑΤΡΟΣ Π. ΛΟΥΚΙΔΗΣ 46 Ὁδός Βουλγαροκτόνου 3—1 Ι. ΝΙΝΙΟΣ ΙΑΤΡΟΣ Εἰδικός καρδιολόγος. Δέχεται 2—5 μ.μ. 26 Ὁδός Ἀγίας Σοφίας <box>0 0 1600 2193</box>
article-body: Χθές τήν πρωίαν ἐσημειώθη ἔκρηξις πυρομαχικῶν εἰς τήν περιοχήν Ἄνω Χαλκιδικῆς χωρίς θύματα. Ἡ Ἑλληνική Ἕνωσις Χαλκιδικῆς θά συνεδριάσῃ τήν προσεχῆ Τετάρτην. Ὁ κ. Μαλλᾶς ἀφίκετο ἐκ Κατερίνης. <box>1366 632 1594 724</box>
subheading: Διά τό Πάσχα <box>1366 173 1462 187</box>
article-signature: ΔΟΞΙΚΡΙΝ <box>201 401 266 415</box>
chart-tick-label: 363 <box>1161 1651 1181 1663</box>
notice-title: ΑΝΑΚΟΙΝΩΣΙΣ ΣΩΜΑΤΕΙΟΥ ΚΑΝΝΕΡΓΑΤΙΚΗ «Η ΕΝΩΣΙΣ» <box>282 633 480 679</box>
listing: ΔΙΟΝΥΣΙΑ.—«Ὁ ἀετός τῶν θαλασσῶν». <box>8 995 221 1008</box>
doctor-ad: ΠΑΙΔΙΑΤΡΟΣ Π. ΛΟΥΚΙΔΗΣ 46 Ὁδός Βουλγαροκτόνου 3—1 <box>1392 1328 1568 1355</box>
doctor-ad: ΑΓΗΣ ΚΟΚΟΡΗΣ Ἰατρός—Εἰδικός Συφιλιδολόγος—Δερματολόγος. Δέχεται 2—5 μ.μ. <box>1367 1263 1593 1317</box>
article-body: Τό Ταμεῖον πτωχῶν Μητροπόλεως διένειμε χθές εἰς τούς ἀπόρους τῆς πόλεως πλουσίαν διανομήν τροφίμων καί ἐνδυμάτων διά τό Πάσχα. <box>1366 187 1594 244</box>
textile-ad: ΥΦΑΝΤΟΥΡΓΙΚΗ ΤΡΙΚΚΑΛΩΝ Α. Ε. ΥΙΟΙ ΙΩΑΝ. ΤΣΟΠΟΤΟΥ Προσέφερε Κουβέρτες, Ἀλατζάδες, πανικά Χρωματιστά τῶν εὐρυτέρων. Πλουσία συλλογή. Εἰς τιμάς ἀνταγωνισμοῦ. ΒΑΜΒΑΚΑ Γενικόν ἀντιπρόσωπον διά Μακεδονίαν καί Θράκην Ὁδός Ἑρμοῦ 4 Θεσ/νίκη Τηλέφωνον 11.06 <box>278 1134 484 1329</box>
masthead-date: ΔΕΥΤΕΡΑ 11 ΑΠΡΙΛΙΟΥ <box>51 91 223 106</box>
chart-data-point <box>1297 1594 1302 1599</box>
article-body: Συνεχίζονται αἱ συνεννοήσεις τοῦ Ὑπουργείου Γεωργίας διά τήν ἀποζημίωσιν τῶν ἀγροτῶν προσφύγων οἱ ὁποῖοι ὑπέστησαν ζημίας ἐκ τῶν πλημμυρῶν. <box>496 945 692 1017</box>
masthead-box <box>8 32 266 140</box>
subheading: Ὁ λόγος τοῦ κ. Ναξιώδη <box>725 320 893 335</box>
article-title: ΔΕΝ ΥΠΟΓΡΑΨΕΝ ΑΥΤΟΣ <box>55 653 219 668</box>
section-sub: Κινηματογράφοι <box>8 942 109 957</box>
section-title: ΘΕΑΜΑΤΑ <box>8 871 84 887</box>
listing: ΑΤΤΙΚΟΝ.—«Ἡ κόρη τοῦ Σκότους». <box>8 982 199 995</box>
doctor-listing: ΚΑΛΑΡΑΣ Ἰατρός. Εἰδικός τῶν νοσημάτων τοῦ στομάχου. <box>1366 1184 1594 1210</box>
notice-body: Τό κατάστημα ΔΑΛΕΓΚΑ Νο 3, μέ τά καλλίτερα ἐνδύματα, καπέλλα, καί ὑποκάμισα. <box>1366 985 1594 1029</box>
chart-tick-label: 370 <box>1161 1512 1181 1524</box>
subheading: — Οἱ ὀφειλέται τῆς Ἐθνικῆς <box>496 815 632 844</box>
chart-category-label: 6 <box>1241 1369 1256 1395</box>
article-title: ΒΑΔΙΖΕ ΚΑΙ ΜΗ ΕΡΕΥΝΑ ! <box>31 179 243 195</box>
column-label: ΤΗΣ ΣΤΙΓΜΗΣ <box>63 148 211 174</box>
notice-body: Τό διαμεταφορικόν γραφεῖον τοῦ Ἠλία Μ. Κοκκοτάκη μετεφέρθη εἰς τήν ὁδόν Ἐμπορικοῦ Μεσέτοβα, ἔναντι τοῦ Χρηματιστηρίου. <box>1366 898 1594 956</box>
masthead-saint: Ἀντίπα ἐπισκόπου <box>85 106 189 119</box>
article-body: Αἱ ἀνακρίσεις διά τήν ὑπόθεσιν τῶν ἀπαγομένων συνεχίζονται ἐντατικῶς. <box>1366 587 1594 616</box>
notice-title: 50ον ΣΥΝΤΑΓΜΑ ΠΕΖΙΚΟΥ <box>293 808 469 823</box>
column-right: ΧΡΟΝΙΚΑ • • • Διά τό Πάσχα Τό Ταμεῖον πτωχῶν Μητροπόλεως διένειμε χθές εἰς τούς ἀπόρους τῆς πόλεως πλουσίαν διανομήν τροφίμων καί ἐνδυμάτων διά τό Πάσχα. Αἱ δημόσιαι ἐκθέσεις Χθές ἐγένετο ἡ ἔναρξις τῆς ἐκθέσεως εἰς τήν αἴθουσαν τοῦ Λευκοῦ Πύργου. Ἀπόψε θά ἀκολουθήσῃ χορός ὑπό τήν αἰγίδα τῆς Νομαρχίας. Τό ἀνθοστήριον Χθές τήν μεσημβρίαν ὑπό τήν προεδρίαν τοῦ κ. Νομάρχου ἔγινεν ἡ ἐπιθεώρησις τῶν ἐκθεμάτων τοῦ Ἀνθοστηρίου. Τά κτήματα τοῦ Χαμζά Πληροφορούμεθα ὅτι ἐντός τῆς ἑβδομάδος θά ἐκδοθῇ ἡ ἀπόφασις ἐπί τῆς ὑποθέσεως τῶν κτημάτων. Ἐργατικαί Ἐργατ. Κέντρου Τό Ἐργατικόν Κέντρον ἀνακοινοῖ ὅτι αἱ συνελεύσεις θά γίνωνται ἐφεξῆς εἰς τά νέα γραφεῖα. Ἐξαφάνισις παιδιοῦ Ἀπό τῆς πρωίας τοῦ Σαββάτου ἐξηφανίσθη ὁ μικρός Ἰω. Μαλάκης. Οἱ ἀπαγόμενοι Αἱ ἀνακρίσεις διά τήν ὑπόθεσιν τῶν ἀπαγομένων συνεχίζονται ἐντατικῶς. Ἐκρήξις πυρομαχικῶν Χθές τήν πρωίαν ἐσημειώθη ἔκρηξις πυρομαχικῶν εἰς τήν περιοχήν Ἄνω Χαλκιδικῆς χωρίς θύματα. Ἡ Ἑλληνική Ἕνωσις Χαλκιδικῆς θά συνεδριάσῃ τήν προσεχῆ Τετάρτην. Ὁ κ. Μαλλᾶς ἀφίκετο ἐκ Κατερίνης. ΠΡΟΚΗΡΥΞΕΙΣ ΟΡΦΑΝΟΤΡΟΦΕΙΟΥ "Ο ΟΛΥΜΠΟΣ" Τό Ὀρφανοτροφεῖον «Ὁ Ὄλυμπος» προκηρύσσει μειοδοτικήν δημοπρασίαν διά τήν προμήθειαν 310 ὀκάδων κρέατος, 300 ὀκάδων ἄρτου, ὡς καί ἄλλων εἰδῶν. (Ἐκ τῆς Ἐφορείας) ΜΕΤΑΦΟΡΑ ΓΡΑΦΕΙΟΥ Τό διαμεταφορικόν γραφεῖον τοῦ Ἠλία Μ. Κοκκοτάκη μετεφέρθη εἰς τήν ὁδόν Ἐμπορικοῦ Μεσέτοβα, ἔναντι τοῦ Χρηματιστηρίου. Ἐνδύματα Τό κατάστημα ΔΑΛΕΓΚΑ Νο 3, μέ τά καλλίτερα ἐνδύματα, καπέλλα, καί ὑποκάμισα. ΙΑΤΡΟΙ Α. Σ. ΜΙΣΙΡΟΓΛΟΥ Χειροῦργος, Γυναικολόγος. Ὁδός Τσιμισκῆ 79. Δέχεται 3—7 μ.μ. Γ. ΣΑΡΙΔΗΣ Γυναικολόγος-Μαιευτήρ. Ὁδός Μητροπόλεως 8. Δέχεται 4—7 μ.μ. ΧΑΤΖΗΔΑΚΗΣ ΝΙΚΟΣ Ἰατρός-Παιδίατρος. Ὁδός Βενιζέλου 18. Δέχεται 10—12 π.μ. καί 4—7 μ.μ. ΚΑΛΑΡΑΣ Ἰατρός. Εἰδικός τῶν νοσημάτων τοῦ στομάχου. ΔΗΜΟΣΘ. ΠΑΠΑΔΟΠΟΥΛΟΣ Παιδίατρος. Δέχεται ἀπό 9—12 καί 3—6 μ.μ. ΑΓΗΣ ΚΟΚΟΡΗΣ Ἰατρός—Εἰδικός Συφιλιδολόγος—Δερματολόγος. Δέχεται 2—5 μ.μ. ΠΑΙΔΙΑΤΡΟΣ Π. ΛΟΥΚΙΔΗΣ 46 Ὁδός Βουλγαροκτόνου 3—1 Ι. ΝΙΝΙΟΣ ΙΑΤΡΟΣ Εἰδικός καρδιολόγος. Δέχεται 2—5 μ.μ. 26 Ὁδός Ἀγίας Σοφίας <box>1366 32 1594 2182</box>
chart-category-label: 8 <box>1292 1369 1307 1395</box>
doctor-listing: Α. Σ. ΜΙΣΙΡΟΓΛΟΥ Χειροῦργος, Γυναικολόγος. Ὁδός Τσιμισκῆ 79. Δέχεται 3—7 μ.μ. <box>1366 1071 1594 1110</box>
article-body: Χθές τό ἀπόγευμα εἰς τό Στάδιον τοῦ Ἡρακλέους διεξήχθη ὁ τελικός ἀγών μεταξύ τῶν ὁμάδων Ἡρακλέους καί Ἄρη διά τό πρωτάθλημα Μακεδονίας. Ὁ ἀγών ἦτο ἐξαιρετικῶς ζωηρός καί ἐνδιαφέρων. Εἰς τό πρῶτον ἡμίχρονον αἱ ὁμάδες ἐπαίχθησαν ἰσοπαλῶς. Εἰς τό δεύτερον ὁ Ἡρακλῆς ὑπερτέρησεν καί ἐπέτυχε δύο τέρματα. Οὕτως ὁ Ἡρακλῆς ἀνεδείχθη πρωταθλητής τῆς περιόδου 1926—27. <box>278 125 484 310</box>
article-body: Μετά τό πέρας τῆς τελετῆς ἅπαντες οἱ παρευρεθέντες ἀπεχώρησαν βαθύτατα συγκεκινημένοι, ἀναγνωρίζοντες τήν μεγάλην προσφοράν τοῦ ἐκλιπόντος πρός τήν πόλιν καί τό Ἔθνος. Μεγαλοπρεπής ἐτελέσθη χθές ἐν τῇ αἰθούσῃ τοῦ Λευκοῦ Πύργου τό ὑπό τῶν πολιτικῶν κύκλων ἀναγγελθέν μνημόσυνον τοῦ Ἕρμαν Σπήρερ, ὑπό τήν προεδρίαν τοῦ κ. Ναξιώδη, παρουσίᾳ τῶν ἀρχῶν καί πλήθους πολιτῶν. <box>1142 218 1352 420</box>
notice-source: (Ἐκ τοῦ Γραφείου) <box>380 605 484 619</box>
main-article-col2 <box>924 218 1130 1168</box>
column-rule <box>918 218 919 1163</box>
listing: Α. ΠΥΡΓΟΣ.—«Κάρμεν». <box>8 1008 139 1021</box>
match-result: Π.Α.Ο.Κ.—Θεσ/νίκης 8—1 <box>290 312 472 328</box>
chart-tick-label: 360 <box>1161 1711 1181 1723</box>
main-article-col1 <box>706 218 912 1219</box>
article-body: Χθές τήν μεσημβρίαν ὑπό τήν προεδρίαν τοῦ κ. Νομάρχου ἔγινεν ἡ ἐπιθεώρησις τῶν ἐκθεμάτων τοῦ Ἀνθοστηρίου. <box>1366 348 1594 406</box>
small-ad: Ζητοῦνται ὀργανωταί καί πράκτορες διά τήν Ἀσφαλιστικήν Ἑταιρείαν. Πληροφορίαι Ὁδός Ἑρμοῦ 1—4 Τηλέφωνον 11—54. <box>278 1337 484 1405</box>
classified-ad: Ζητεῖται ἀνήρ νοσοκόμος διά νευρικόν πάσχοντα. Διεύθυνσις, Ὁδός Ἀγίας Σοφίας 32. <box>8 1150 266 1176</box>
notice-title: ΓΕΝΙΚΗ ΣΥΝΕΛΕΥΣΙΣ ΚΑΝΝΕΡΓΑΤΩΝ "ΕΝΩΣΕΩΣ" <box>280 472 482 503</box>
chart-category-label: 9 <box>1318 1369 1333 1395</box>
article-body: Ὑπεβλήθησαν εἰς τήν Βουλήν προτάσεις διά τήν βελτίωσιν τῶν συνοικισμῶν τοῦ Δημοσίου. <box>496 1135 692 1179</box>
article-body: Μεταξύ προσφυγικῶν κύκλων συζητεῖται ζωηρῶς τό ζήτημα τῆς ἐκδόσεως τῶν ὁμολογιῶν διά τάς ἀνταλλαξίμους περιουσίας. <box>496 1033 692 1105</box>
folio <box>0 0 1600 26</box>
paper-name: ΜΑΚΕΔΟΝΙΑ <box>720 2 863 22</box>
article-signature: Κλέων Κοσμίδης (ἐκ Ραιδεστοῦ) <box>85 758 266 772</box>
chart-tick-label: 368 <box>1161 1552 1181 1564</box>
subheading: Σύλλογος Καρυστένων <box>515 1462 673 1477</box>
listing: Χατζηνίκου, Μπαντής. Μητροπόλεως, Ἀθανασίου, Βενιζέλου, Ἐγνατίας, Κασσάνδρου, Κωνσταντίνου, Σαλίχ, Βαλκανίου, Ἀπόστολος, Στάμου, Θεοδωρίδης, Στοάς Σαμπή. <box>8 1059 266 1111</box>
engagement-notice: ΚΩΝ. Σ. ΚΩΝΣΤΑΝΤΙΝΙΔΗΣ καί ΑΓΓΕΛΙΚΗ ΤΣΟΛΑΚΗΣ ἀρραβωνισθέντες Ἐν Θεσ/νίκῃ τῇ 10ῃ Ἀπρ. 1927 <box>47 786 227 857</box>
section-title: ΠΡΟΣΦΥΓΙΚΗ ΖΩΗ <box>523 657 665 673</box>
chart-tick-label: 364 <box>1161 1631 1181 1643</box>
article-body: 350 τόνοι Νεῶν καί ἄλευρα ἀπό τάς 525—535 δραχμάς. Κατά τήν παροῦσαν κίνησιν ἀγορᾶς ἀνυπολόγιστος ἡ προσφορά. ΖΥΓΙΑ. Καί ἐπί τῶν ζυγίων ἡ κίνησις ἦτο μετρία, αἱ τιμαί κυμαίνονται μεταξύ 20—25 βυζάντια. <box>1146 1839 1352 1956</box>
economic-col1 <box>936 1258 1134 2168</box>
chart-tick-label: 373 <box>1161 1453 1181 1465</box>
article-body: Ὁ ἔπαινος τοῦ ἀνδρός ἐπεκράτησεν εἰς ὅλους τούς λόγους. Ἠκούσθησαν ἐπίσης ὁμιλίαι ἐκ μέρους ἀντιπροσώπων τῶν ἐπαγγελματικῶν ὀργανώσεων καί τῶν ἐπιστημονικῶν σωματείων. Παρισταμένων τῶν πολιτικῶν ἀρχηγῶν καί πλήθους ἐκλεκτοῦ κόσμου, ὁ κ. Ναξιώδης ἐξῆρε τάς ἀρετάς τοῦ ἐκλιπόντος, ὁ ὁποῖος ἐπί μακρά ἔτη εἰργάσθη ὑπέρ τῆς προόδου καί τῆς εὐημερίας τῆς πόλεως. «Ἀξιότιμοι Κύριοι, ὁ Κοινοβουλευτικός Σύλλογος Θεσσαλονίκης διά τοῦ στόματός μου ἀποτίει φόρον τιμῆς εἰς τόν μεγάλον νεκρόν». Ὁ ἀντιπρόεδρος τοῦ Συλλόγου κ. Γρηγοριάδης ὡμίλησεν ἐν συνεχείᾳ διά τήν ἐθνικήν δρᾶσιν τοῦ μεταστάντος καί διά τό ἔργον του εἰς τόν τομέα τῆς νομοθεσίας. Ἐξῆρε τήν σημασίαν τῆς ἐργασίας του, ἥτις ἀπέβη λίαν ἐπωφελής διά τήν Ἑλλάδα. Μετά τό πέρας τῆς τελετῆς ἅπαντες οἱ παρευρεθέντες ἀπεχώρησαν βαθύτατα συγκεκινημένοι, ἀναγνωρίζοντες τήν μεγάλην προσφοράν τοῦ ἐκλιπόντος πρός τήν πόλιν καί τό Ἔθνος. Εἶτα ὁ κ. Σεπέρης Γρηγοριάδης εἶπε τά ἑξῆς: «Αἰδέσιμοι Κύριοι, ἐπί τῇ εὐκαιρίᾳ τοῦ θλιβεροῦ τούτου μνημοσύνου ἐκφράζω τήν ἀπέραντον λύπην ἡμῶν». Ἠκολούθησαν αἱ προσφωνήσεις τῶν ἄλλων ρητόρων, αἱ ὁποῖαι ἀπετέλεσαν ἀληθῆ ἀποθέωσιν τοῦ ἀνδρός. Μεγαλοπρεπής ἐτελέσθη χθές ἐν τῇ αἰθούσῃ τοῦ Λευκοῦ Πύργου τό ὑπό τῶν πολιτικῶν κύκλων ἀναγγελθέν μνημόσυνον τοῦ Ἕρμαν Σπήρερ, ὑπό τήν προεδρίαν τοῦ κ. Ναξιώδη, παρουσίᾳ τῶν ἀρχῶν καί πλήθους πολιτῶν. Ὁ ἀντιπρόεδρος τοῦ Συλλόγου κ. Γρηγοριάδης ὡμίλησεν ἐν συνεχείᾳ διά τήν ἐθνικήν δρᾶσιν τοῦ μεταστάντος καί διά τό ἔργον του εἰς τόν τομέα τῆς νομοθεσίας. Ἐξῆρε τήν σημασίαν τῆς ἐργασίας του, ἥτις ἀπέβη λίαν ἐπωφελής διά τήν Ἑλλάδα. <box>924 218 1130 1046</box>
article-body: Μεγαλοπρεπής ἐτελέσθη χθές ἐν τῇ αἰθούσῃ τοῦ Λευκοῦ Πύργου τό ὑπό τῶν πολιτικῶν κύκλων ἀναγγελθέν μνημόσυνον τοῦ Ἕρμαν Σπήρερ, ὑπό τήν προεδρίαν τοῦ κ. Ναξιώδη, παρουσίᾳ τῶν ἀρχῶν καί πλήθους πολιτῶν. <box>706 218 912 318</box>
subheading: — Οἱ Συνοικισμοί τοῦ Δημοσίου <box>496 1107 647 1136</box>
main-article-col3 <box>1142 218 1352 1168</box>
chart-category-label: 7 <box>1266 1369 1281 1395</box>
article-title: Ὁ Ἡρακλῆς Πρωταθλητής <box>278 110 467 125</box>
section-title: ΔΙΑΝΥΚΤΕΡΕΥΟΝΤΑ ΦΑΡΜΑΚΕΙΑ <box>8 1045 228 1060</box>
subheading: Ἐργατικαί Ἐργατ. Κέντρου <box>1366 468 1556 483</box>
listing: «Πάνθεον» (Καμπάνα Β. Ἀργυρόπουλου) «Λυσσιστράτη» μέ τήν κ. Ἀπέργη καί τόν θίασον. Ἀρχή 9 μ.μ. <box>8 900 266 939</box>
subheading: Ἐκρήξις πυρομαχικῶν <box>1366 618 1521 633</box>
section-sub: Θεατρικά <box>209 886 266 901</box>
chart-category-label: 4 <box>1189 1369 1204 1395</box>
notice-source: Θεσ/νίκη 11 Ἀπριλίου 1927 (Ἐκ τοῦ Γραφείου) <box>283 955 484 982</box>
subheading: Τράπεζα Ἀνταλλαξίμων <box>511 1328 677 1343</box>
article-body: Κύριε Διευθυντά, Εἰς τήν φίλην ἐφημερίδα σας ἀνεγράφη ὅτι ὑπέγραψα κατάστασιν τινά, τοῦτο ὅμως δέν εἶναι ἀληθές. Παρακαλῶ ὅπως δημοσιεύσητε τήν παροῦσαν πρός ἀποκατάστασιν τῆς ἀληθείας. Μετά τιμῆς <box>8 670 266 756</box>
listing: ΠΑΤΕ.—«Κάρμεν». <box>8 1021 110 1034</box>
subheading: Ἐξαφάνισις παιδιοῦ <box>1366 527 1508 542</box>
article-body: Ὁ ἀντιπρόεδρος τοῦ Συλλόγου κ. Γρηγοριάδης ὡμίλησεν ἐν συνεχείᾳ διά τήν ἐθνικήν δρᾶσιν τοῦ μεταστάντος καί διά τό ἔργον του εἰς τόν τομέα τῆς νομοθεσίας. Ἐξῆρε τήν σημασίαν τῆς ἐργασίας του, ἥτις ἀπέβη λίαν ἐπωφελής διά τήν Ἑλλάδα. Μετά τό πέρας τῆς τελετῆς ἅπαντες οἱ παρευρεθέντες ἀπεχώρησαν βαθύτατα συγκεκινημένοι, ἀναγνωρίζοντες τήν μεγάλην προσφοράν τοῦ ἐκλιπόντος πρός τήν πόλιν καί τό Ἔθνος. Εἶτα ὁ κ. Σεπέρης Γρηγοριάδης εἶπε τά ἑξῆς: «Αἰδέσιμοι Κύριοι, ἐπί τῇ εὐκαιρίᾳ τοῦ θλιβεροῦ τούτου μνημοσύνου ἐκφράζω τήν ἀπέραντον λύπην ἡμῶν». Ἠκολούθησαν αἱ προσφωνήσεις τῶν ἄλλων ρητόρων, αἱ ὁποῖαι ἀπετέλεσαν ἀληθῆ ἀποθέωσιν τοῦ ἀνδρός. Μεγαλοπρεπής ἐτελέσθη χθές ἐν τῇ αἰθούσῃ τοῦ Λευκοῦ Πύργου τό ὑπό τῶν πολιτικῶν κύκλων ἀναγγελθέν μνημόσυνον τοῦ Ἕρμαν Σπήρερ, ὑπό τήν προεδρίαν τοῦ κ. Ναξιώδη, παρουσίᾳ τῶν ἀρχῶν καί πλήθους πολιτῶν. Παρισταμένων τῶν πολιτικῶν ἀρχηγῶν καί πλήθους ἐκλεκτοῦ κόσμου, ὁ κ. Ναξιώδης ἐξῆρε τάς ἀρετάς τοῦ ἐκλιπόντος, ὁ ὁποῖος ἐπί μακρά ἔτη εἰργάσθη ὑπέρ τῆς προόδου καί τῆς εὐημερίας τῆς πόλεως. «Ἀξιότιμοι Κύριοι, ὁ Κοινοβουλευτικός Σύλλογος Θεσσαλονίκης διά τοῦ στόματός μου ἀποτίει φόρον τιμῆς εἰς τόν μεγάλον νεκρόν». <box>706 610 912 1219</box>
subheading: Τό ἀνθοστήριον <box>1366 334 1477 349</box>
article-body: Χθές τό ἀπόγευμα εἰς τό Στάδιον τοῦ Ἡρακλέους διεξήχθη ὁ τελικός ἀγών μεταξύ τῶν ὁμάδων Ἡρακλέους καί Ἄρη διά τό πρωτάθλημα Μακεδονίας. Ὁ ἀγών ἦτο ἐξαιρετικῶς ζωηρός καί ἐνδιαφέρων. Εἰς τό πρῶτον ἡμίχρονον αἱ ὁμάδες ἐπαίχθησαν ἰσοπαλῶς. Εἰς τό δεύτερον ὁ Ἡρακλῆς ὑπερτέρησεν καί ἐπέτυχε δύο τέρματα. Οὕτως ὁ Ἡρακλῆς ἀνεδείχθη πρωταθλητής τῆς περιόδου 1926—27. Ὁ ἀγών μεταξύ τῶν ὁμάδων ΠΑΟΚ καί Θεσσαλονίκης ἔληξεν ὑπέρ τοῦ ΠΑΟΚ διά 8 τερμάτων ἔναντι 1. Ἡ ὁμάς τοῦ ΠΑΟΚ ἔπαιξεν ἐξαίρετα καί ἐπεδείχθη ἡ καλυτέρα. Ἡ ἐπιτροπή τοῦ Σωματείου ἀνακοινοῖ ὅτι ἀπό σήμερον ἄρχεται ἡ ἐγγραφή νέων μελῶν. Οἱ βουλόμενοι νά ἐγγραφῶσι δύνανται νά προσέρχωνται εἰς τά γραφεῖα τοῦ Σωματείου ἀπό 9—12 π.μ. Τό 50όν Σύνταγμα Πεζικοῦ προκηρύσσει μειοδοτικήν δημοπρασίαν διά τήν προμήθειαν τροφίμων διά τάς ἀνάγκας τοῦ Συντάγματος, ἥτις θά διεξαχθῇ ἐν τοῖς γραφείοις αὐτοῦ τήν 20 Ἀπριλίου ἡμέραν Τετάρτην. Τό Ταμεῖον Τηλεγραφικῶν Συγκοινωνιῶν προκηρύσσει δημοπρασίαν διά τήν προμήθειαν 200 στύλων καί 5 1/2 τόνων σύρματος κατά τάς ἐν τῷ γραφείῳ κατατεθειμένας προδιαγραφάς. <box>496 66 692 661</box>
column-sports <box>278 32 484 1672</box>
main-kicker: ΤΟ ΧΘΕΣΙΝΟΝ ΠΟΛΙΤΙΚΟΝ ΜΝΗΜΟΣΥΝΟΝ ΔΙΑ ΤΟΝ ΑΠΟΒΙΩΣΑΝΤΑ ΕΡΜΑΝ ΣΠΗΡΕΡ ΟΙ ΛΟΓΟΙ ΤΩΝ ΡΗΤΟΡΩΝ — ΕΠΙΒΛΗΤΙΚΗ ΤΕΛΕΤΗ <box>743 126 1311 188</box>
classified-ad: Ζητοῦνται ἱκανοί παραγωγοί διά τήν Ἀσφαλιστικήν Ἑταιρείαν British Equitable Assurance Company LTD. Ὁδός Μαξ. Φόρο 7. Τηλέφωνον 12—30. <box>8 1237 266 1289</box>
notice-body: Τό Ὀρφανοτροφεῖον «Ὁ Ὄλυμπος» προκηρύσσει μειοδοτικήν δημοπρασίαν διά τήν προμήθειαν 310 ὀκάδων κρέατος, 300 ὀκάδων ἄρτου, ὡς καί ἄλλων εἰδῶν. <box>1366 781 1594 853</box>
chart-data-point <box>1246 1494 1251 1499</box>
chart-tick-label: 367 <box>1161 1572 1181 1584</box>
masthead-title: "ΜΑΚΕΔΟΝΙΑ" <box>31 40 243 69</box>
notice-title: ΠΡΟΚΗΡΥΞΕΙΣ <box>1424 738 1536 754</box>
article-body: Τό Ἐργατικόν Κέντρον ἀνακοινοῖ ὅτι αἱ συνελεύσεις θά γίνωνται ἐφεξῆς εἰς τά νέα γραφεῖα. <box>1366 482 1594 525</box>
chart-tick-label: 375 <box>1161 1413 1181 1425</box>
doctor-listing: ΔΗΜΟΣΘ. ΠΑΠΑΔΟΠΟΥΛΟΣ Παιδίατρος. Δέχεται ἀπό 9—12 καί 3—6 μ.μ. <box>1366 1213 1594 1252</box>
chart-category-label: 5 <box>1215 1369 1230 1395</box>
economic-subtitle: ΣΥΝΑΛΛΑΓΜΑΤΙΚΗ ΚΙΝΗΣΙΣ <box>997 1232 1279 1248</box>
chart-tick-label: 361 <box>1161 1691 1181 1703</box>
chart-data-point <box>1323 1633 1328 1638</box>
subheading: Ἄλλαι προσφωνήσεις <box>1172 422 1322 437</box>
article-body: Χθές ἐγένετο ἡ ἔναρξις τῆς ἐκθέσεως εἰς τήν αἴθουσαν τοῦ Λευκοῦ Πύργου. Ἀπόψε θά ἀκολουθήσῃ χορός ὑπό τήν αἰγίδα τῆς Νομαρχίας. <box>1366 260 1594 332</box>
article-body: Αἱ ἐνστάσεις κατά τῆς διανομῆς τῶν κλήρων θά ἐξετασθοῦν ὑπό εἰδικῆς ἐπιτροπῆς. <box>496 1269 692 1326</box>
chart-tick-label: 362 <box>1161 1671 1181 1683</box>
notice-title: ΑΙ ΤΗΛ. ΣΥΓΚΟΙΝΩΝΙΑΙ <box>296 996 466 1012</box>
notice-subtitle: ΠΡΟΚΗΡΥΞΙΣ ΔΗΜΟΠΡΑΣΙΑΣ <box>279 1011 483 1026</box>
article-body: Παρισταμένων τῶν πολιτικῶν ἀρχηγῶν καί πλήθους ἐκλεκτοῦ κόσμου, ὁ κ. Ναξιώδης ἐξῆρε τάς ἀρετάς τοῦ ἐκλιπόντος, ὁ ὁποῖος ἐπί μακρά ἔτη εἰργάσθη ὑπέρ τῆς προόδου καί τῆς εὐημερίας τῆς πόλεως. «Ἀξιότιμοι Κύριοι, ὁ Κοινοβουλευτικός Σύλλογος Θεσσαλονίκης διά τοῦ στόματός μου ἀποτίει φόρον τιμῆς εἰς τόν μεγάλον νεκρόν». Ὁ ἔπαινος τοῦ ἀνδρός ἐπεκράτησεν εἰς ὅλους τούς λόγους. Ἠκούσθησαν ἐπίσης ὁμιλίαι ἐκ μέρους ἀντιπροσώπων τῶν ἐπαγγελματικῶν ὀργανώσεων καί τῶν ἐπιστημονικῶν σωματείων. <box>706 334 912 593</box>
chart-tick-label: 366 <box>1161 1592 1181 1604</box>
column-rule <box>1136 218 1137 1163</box>
masthead-sun: Ἀνατολή Ἡλίου 6 καί 19 — Δύσις 6.44 <box>28 119 246 132</box>
match-result: —Μαραθών—Μακεδ. Ἀστήρ 2—0 <box>278 429 481 458</box>
watchmaker-ad: ΩΡΟΛΟΓΟΠΟΙΕΙΟΝ—ΧΡΥΣΟΧΟΕΙΟΝ ΘΩΜΑ ΙΩΑΝΝΙΔΟΥ Ὁδός Βενιζέλου 58 <box>496 1525 692 1594</box>
chart-tick-label: 371 <box>1161 1492 1181 1504</box>
chart-tick-label: 365 <box>1161 1612 1181 1624</box>
economic-col2 <box>1146 1258 1352 2168</box>
listing: ΑΛΑΜΠΡΑ.—«Ἡ νύχτα τοῦ Τρόμου». <box>8 969 206 982</box>
column-rule <box>1360 32 1361 2182</box>
subheading: Οἱ ἀπαγόμενοι <box>1366 573 1468 588</box>
notice-subtitle: ΠΡΟΚΗΡΥΞΙΣ ΔΗΜΟΠΡΑΣΙΑΣ <box>325 822 437 853</box>
notice-source: (Ἐκ τοῦ γραφείου) <box>381 1113 484 1127</box>
subheading: Εὐθεργία Μητρώων <box>525 1181 663 1196</box>
column-left <box>8 32 266 2182</box>
column-rule <box>272 32 273 2182</box>
section-label: ΕΠΙΣΤΟΛΑΙ ΠΡΟΣ ΤΗΝ "ΜΑΚΕΔΟΝΙΑΝ" <box>42 638 232 650</box>
article-body: Κατά τήν ἐρχομένην ἑβδομάδα ἀναμένεται σταθερότης εἰς τάς τιμάς τοῦ συναλλάγματος, καθώς καί εἰς τήν ἀγοράν τῶν χρεωγράφων. Τό Χρηματιστήριον Ἀθηνῶν ἐσημείωσε μικράς διακυμάνσεις. <box>1146 1258 1352 1358</box>
article-title: ΤΟ ΘΕΑΤΡΟΝ ΜΑΣ <box>62 429 212 446</box>
subheading: — Αἱ ἐποθημιώσεις ἀγροτῶν <box>496 917 628 946</box>
notice-source: (Ἐκ τῆς Ἐφορείας) <box>1489 855 1594 869</box>
notice-body: Τό Ταμεῖον Τηλεγραφικῶν Συγκοινωνιῶν προκηρύσσει δημοπρασίαν διά τήν προμήθειαν 200 στύλων καί 5 1/2 τόνων σύρματος κατά τάς ἐν τῷ γραφείῳ κατατεθειμένας προδιαγραφάς. <box>278 1025 484 1111</box>
listing: ΑΘΗΝΑΙΟΝ.—«Ὁ ἀετός τῶν θαλασσῶν». <box>8 956 229 969</box>
article-body: Ἀπό τῆς πρωίας τοῦ Σαββάτου ἐξηφανίσθη ὁ μικρός Ἰω. Μαλάκης. <box>1366 541 1594 571</box>
article-body: Σήμερον θά γίνῃ ἡ κατάθεσις εἰς τήν Ἐπιτροπήν Ἀποκαταστάσεως τῶν καταλόγων τῶν δικαιούχων προσφύγων ἐκ τῶν περιοχῶν Δράμας, Καβάλας καί Σερρῶν. Ἡ πληρωμή τῶν ἀποζημιώσεων θά ἀρχίσῃ μετά τό Πάσχα. <box>496 699 692 813</box>
chart-data-point <box>1271 1534 1276 1539</box>
movie-ad: Ἀπό σήμερον ὁλόκληρον τό ἔργον ΑΘΗΝΑΙΟΝ—ΔΙΟΝΥΣΙΑ ὑπεύθυνως δηλοῦμεν ὅτι ὁ ΑΕΤΟΣ ΤΩΝ ΘΑΛΑΣΣΩΝ ΤΟΥ RAFAEL SABADINI εἶναι 10 φορές ἀνώτερον ἀπό ὅ,τι ἔχει προβληθῇ μέχρι σήμερον <box>278 1662 692 1867</box>
sports-logo: ΑΘΛΗΤΙΣΜΟΣ <box>278 32 484 104</box>
subheading: — Αἱ ἐνστάσεις <box>496 1255 603 1270</box>
doctor-listing: ΧΑΤΖΗΔΑΚΗΣ ΝΙΚΟΣ Ἰατρός-Παιδίατρος. Ὁδός Βενιζέλου 18. Δέχεται 10—12 π.μ. καί 4—7 μ.μ. <box>1366 1142 1594 1181</box>
section-title: ΧΡΟΝΙΚΑ <box>1366 118 1594 162</box>
article-body: ΑΛΕΥΡΑ. Ἡ κίνησις τῆς ἑβδομάδος ὑπῆρξε κανονική, αἱ τιμαί διετηρήθησαν σταθεραί εἰς τάς 7.40—8.10 δραχμάς κατ' ὀκᾶν. <box>936 1994 1134 2066</box>
notice-source: Θεσ/νίκη 11/4/27 (Τό Συμβούλιον) <box>292 780 484 794</box>
chart-data-point <box>1220 1474 1225 1479</box>
chart-tick-label: 376 <box>1161 1393 1181 1405</box>
classified-ad: Πωλοῦνται ἐν Ζάνθῃ δύο οἰκόπεδα καί οἰκία εἰς καλήν θέσιν ἀντί 13.000 δραχμῶν. Πληροφορίαι παρά τῷ κ. Σταυριδίνῃ. <box>8 1187 266 1226</box>
article-body: Ἐχάρην πολύ ὅταν εἶδα ὅτι ὁ θίασος τοῦ κ. Ἀπέργη θά δώσῃ παραστάσεις εἰς τήν πόλιν μας. Εἶναι γνωστός ὁ καλλιτέχνης καί ἡ ἐργασία του, ἡ ὁποία ἐτιμήθη πανταχοῦ. Ὁ κ. Ἀπέργης δέν εἶναι μόνον ἠθοποιός ἀλλά καί ἄνθρωπος τῆς τέχνης, ὁ ὁποῖος ἐπεθύμησε νά δώσῃ εἰς τήν Θεσσαλονίκην ἔργα ὑψηλῆς ἀξίας. Τό κοινόν ὀφείλει νά ὑποστηρίξῃ τήν προσπάθειαν αὐτήν, ἡ ὁποία ἀποβλέπει εἰς τήν ἀνύψωσιν τοῦ θεάτρου μας. <box>8 466 266 623</box>
chart-caption: Ὁ Πίναξ δεικνύει τήν διακύμανσιν τῆς λίρας εἰς τό Χρηματιστήριον Ἀθηνῶν κατά τάς ἡμέρας τῆς ἑβδομάδος. Σήμερον ἡ ἀγορά παρουσιάζει ἠρεμίαν λόγῳ τῶν ἑορτῶν. Οἱ ἔμποροι ἀναμένουν ζωηροτέραν κίνησιν μετά τό Πάσχα. <box>1146 1729 1352 1836</box>
notice-body: Τό 50όν Σύνταγμα Πεζικοῦ προκηρύσσει μειοδοτικήν δημοπρασίαν διά τήν προμήθειαν τροφίμων διά τάς ἀνάγκας τοῦ Συντάγματος, ἥτις θά διεξαχθῇ ἐν τοῖς γραφείοις αὐτοῦ τήν 20 Ἀπριλίου ἡμέραν Τετάρτην. <box>278 852 484 952</box>
article-title: ΑΙ ΑΠΟΖΗΜΙΩΣΕΙΣ <box>533 682 655 696</box>
notice-title: Ἐνδύματα <box>1366 966 1461 986</box>
section-title: ΙΑΤΡΟΙ <box>1406 1039 1554 1067</box>
article-body: Ἐγένετο δεκτόν τό αἴτημα τῆς προτεραιότητος διά τούς ἀπόρους πρόσφυγας. <box>496 1416 692 1460</box>
notice-title: ΜΕΤΑΦΟΡΑ ΓΡΑΦΕΙΟΥ <box>1395 883 1565 899</box>
chart-tick-label: 372 <box>1161 1472 1181 1484</box>
notice-subtitle: ΟΡΦΑΝΟΤΡΟΦΕΙΟΥ "Ο ΟΛΥΜΠΟΣ" <box>1402 753 1558 782</box>
article-body: Εἰς τό γραφεῖον τῆς Τραπέζης προσέρχονται καθημερινῶς πολλοί πρόσφυγες πρός πληροφόρησιν. <box>496 1342 692 1400</box>
doctor-listing: Γ. ΣΑΡΙΔΗΣ Γυναικολόγος-Μαιευτήρ. Ὁδός Μητροπόλεως 8. Δέχεται 4—7 μ.μ. <box>1366 1113 1594 1139</box>
article-body: Ἡ Ἐθνική Τράπεζα καλεῖ τούς ὀφειλέτας πρόσφυγας ὅπως προσέλθωσι πρός ἐξόφλησιν τῶν χρεῶν των πρό τῆς λήξεως τῆς προθεσμίας. <box>496 843 692 915</box>
subheading: — Αἱ ὁμολογίαι <box>496 1019 602 1034</box>
column-rule <box>1140 1262 1141 2167</box>
article-body: Συνηντήθην μέ φίλους τινάς κατά τόν περίπατον εἰς τήν παραλίαν. Ἐρωτήσεις καί ἀπαντήσεις διά τά νέα τῆς ἡμέρας. — Τί νέα ἔχομεν; — Νέα δέν ὑπάρχουν, εἶπεν ὁ εἷς· ὅλα τά γνωστά. — Βαρέθην νά τά ἀκούω. Βαδίζομεν, λοιπόν, καί μή ἐρευνῶμεν. — Καί τί χρειάζεται ἡ ἔρευνα; Τά πράγματα ὁμιλοῦν μόνα των. — Ὅλοι εἶναι εὐχαριστημένοι, καί ὅμως ὅλοι παραπονοῦνται. Ἀλλά ἄς μή ἐρευνῶμεν. Βάδιζε καί μή ἔρευνα, ὅπως λέγει ἡ παροιμία. Καί ἡ ζωή θά κυλήσῃ ὅπως κυλίει πάντοτε, μέ τάς μικράς της χαράς καί τάς μεγάλας της λύπας. <box>8 200 266 399</box>
main-banner: ΑΠΟ ΗΜΕΡΑΣ ΕΙΣ ΗΜΕΡΑΝ <box>702 32 1352 118</box>
chart-data-point <box>1194 1415 1199 1420</box>
chart-tick-label: 374 <box>1161 1433 1181 1445</box>
subheading: Αἱ δημόσιαι ἐκθέσεις <box>1366 246 1514 261</box>
subheading: Ὁ λόγος τοῦ κ. Γρηγοριάδου <box>712 596 906 611</box>
economic-section-title: ΟΙΚΟΝΟΜΙΚΟΝ ΔΕΛΤΙΟΝ <box>924 1180 1352 1226</box>
article-body: Πληροφορούμεθα ὅτι ἐντός τῆς ἑβδομάδος θά ἐκδοθῇ ἡ ἀπόφασις ἐπί τῆς ὑποθέσεως τῶν κτημάτων. <box>1366 422 1594 466</box>
doctor-ad: Ι. ΝΙΝΙΟΣ ΙΑΤΡΟΣ Εἰδικός καρδιολόγος. Δέχεται 2—5 μ.μ. 26 Ὁδός Ἀγίας Σοφίας <box>1366 1361 1594 1440</box>
page-number: Σελίς 3 — (11 Ἀπριλίου <box>12 4 192 22</box>
notice-body: Ἡ ἐπιτροπή τοῦ Σωματείου ἀνακοινοῖ ὅτι ἀπό σήμερον ἄρχεται ἡ ἐγγραφή νέων μελῶν. Οἱ βουλόμενοι νά ἐγγραφῶσι δύνανται νά προσέρχωνται εἰς τά γραφεῖα τοῦ Σωματείου ἀπό 9—12 π.μ. <box>278 678 484 778</box>
article-body: Παρακαλοῦνται τά μέλη νά προσέλθωσι εἰς τήν συνέλευσιν τῆς Κυριακῆς. <box>496 1476 692 1519</box>
article-body: Ἡ κίνησις τοῦ ξένου συναλλάγματος κατά τήν ἑβδομάδα ἦτο ἀρκετά ζωηρά. Ἡ λίρα ἀπό 375 1/2 ἔφθασε τάς 376. Τό δολλάριον ἐκυμάνθη περί τάς 77 δραχμάς. Ἡ ζήτησις συναλλάγματος ἦτο περιωρισμένη καί αἱ συναλλαγαί ἐκανονίσθησαν εἰς τάς τιμάς τῆς Τραπέζης. Κατά τήν ἐρχομένην ἑβδομάδα ἀναμένεται σταθερότης εἰς τάς τιμάς τοῦ συναλλάγματος, καθώς καί εἰς τήν ἀγοράν τῶν χρεωγράφων. Τό Χρηματιστήριον Ἀθηνῶν ἐσημείωσε μικράς διακυμάνσεις. Εἰς τήν ἀγοράν τῶν χρεωγράφων ἐσημειώθη ζωηρά κίνησις τῶν τραπεζικῶν μετοχῶν. Αἱ μετοχαί τῆς Ἐθνικῆς Τραπέζης ἐκυμάνθησαν μεταξύ 2.850 καί 2.870 δραχμῶν. Ἡ κίνησις τῶν ἐμπορευμάτων ἐν τῇ ἀγορᾷ ἦτο μετρία. Ἐζητήθησαν σῖτος, ἄλευρα καί σάκχαρις εἰς περιωρισμένας ποσότητας. Σήμερον ἡ ἀγορά παρουσιάζει ἠρεμίαν λόγῳ τῶν ἑορτῶν. Οἱ ἔμποροι ἀναμένουν ζωηροτέραν κίνησιν μετά τό Πάσχα. Ἡ κίνησις τοῦ ξένου συναλλάγματος κατά τήν ἑβδομάδα ἦτο ἀρκετά ζωηρά. Ἡ λίρα ἀπό 375 1/2 ἔφθασε τάς 376. Τό δολλάριον ἐκυμάνθη περί τάς 77 δραχμάς. Ἡ ζήτησις συναλλάγματος ἦτο περιωρισμένη καί αἱ συναλλαγαί ἐκανονίσθησαν εἰς τάς τιμάς τῆς Τραπέζης. Κατά τήν ἐρχομένην ἑβδομάδα ἀναμένεται σταθερότης εἰς τάς τιμάς τοῦ συναλλάγματος, καθώς καί εἰς τήν ἀγοράν τῶν χρεωγράφων. Τό Χρηματιστήριον Ἀθηνῶν ἐσημείωσε μικράς διακυμάνσεις. <box>936 1258 1134 1972</box>
photo-studio-ad: ΖΗ, ΚΑΙ ΤΟΝ ΒΑΒΑΙ! Μεγαλειώδης φωτογραφικὴ συλλογή τῶν ἐργαστηρίων μας. Ὁδός Εὐγενείας, παραπλεύρως Φαρμακείου Πεντζίκη. <box>278 1413 484 1503</box>
